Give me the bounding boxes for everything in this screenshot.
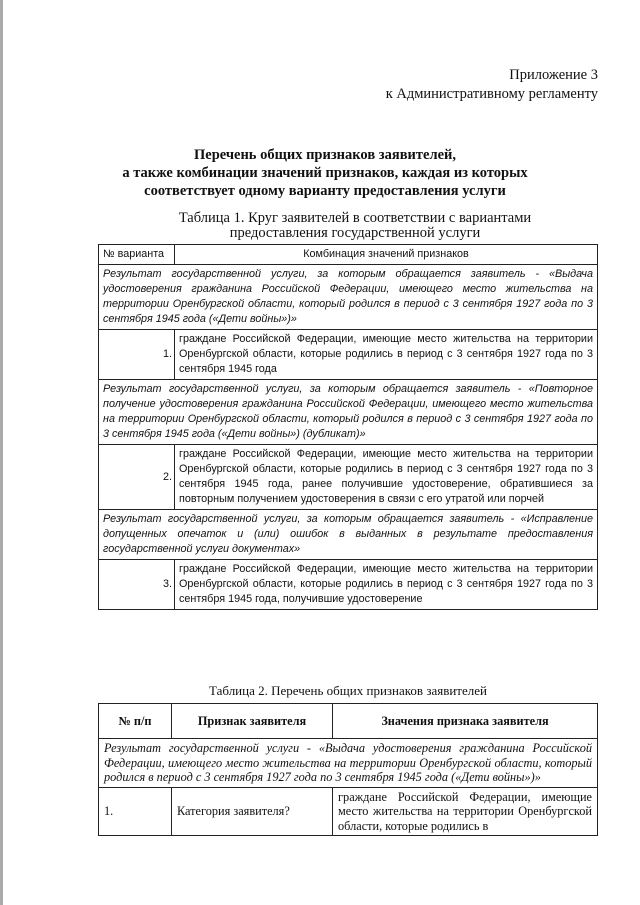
table-header-row bbox=[99, 245, 598, 265]
table2-caption: Таблица 2. Перечень общих признаков заявителей bbox=[209, 683, 487, 698]
scan-edge bbox=[0, 0, 3, 905]
row-value: граждане Российской Федерации, имеющие место жительства на территории Оренбургской области, которые родились в bbox=[333, 787, 598, 836]
title-line-1: Перечень общих признаков заявителей, bbox=[193, 147, 456, 163]
variant-text: граждане Российской Федерации, имеющие место жительства на территории Оренбургской области, которые родились в период с 3 сентября 1927 года по 3 сентября 1945 года, получившие удостоверение bbox=[175, 560, 598, 610]
variant-number: 2. bbox=[99, 445, 175, 510]
variant-text: граждане Российской Федерации, имеющие место жительства на территории Оренбургской области, которые родились в период с 3 сентября 1927 года по 3 сентября 1945 года, ранее получившие удостоверение, обратившиеся за повторным получением удостоверения в связи с его утратой или порчей bbox=[175, 445, 598, 510]
result-text: Результат государственной услуги, за которым обращается заявитель - «Повторное получение удостоверения гражданина Российской Федерации, имеющего место жительства на территории Оренбургской области, который родился в период с 3 сентября 1927 года по 3 сентября 1945 года («Дети войны») (дубликат)» bbox=[99, 380, 598, 445]
table-row bbox=[99, 787, 598, 836]
header-variant-number: № варианта bbox=[99, 245, 175, 265]
row-attribute: Категория заявителя? bbox=[172, 787, 333, 836]
appendix-reference: к Административному регламенту bbox=[385, 86, 598, 102]
appendix-header bbox=[386, 66, 598, 104]
table1-caption-line-1: Таблица 1. Круг заявителей в соответствии с вариантами bbox=[178, 210, 532, 226]
result-text: Результат государственной услуги - «Выдача удостоверения гражданина Российской Федерации, имеющего место жительства на территории Оренбургской области, который родился в период с 3 сентября 1927 года по 3 сентября 1945 года («Дети войны»)» bbox=[99, 739, 598, 788]
result-row bbox=[99, 739, 598, 788]
header-attribute: Признак заявителя bbox=[172, 704, 333, 739]
table1-caption bbox=[130, 211, 580, 241]
header-combination: Комбинация значений признаков bbox=[175, 245, 598, 265]
result-row bbox=[99, 380, 598, 445]
row-number: 1. bbox=[99, 787, 172, 836]
result-row bbox=[99, 510, 598, 560]
variant-number: 3. bbox=[99, 560, 175, 610]
table1-caption-line-2: предоставления государственной услуги bbox=[229, 225, 481, 241]
appendix-number: Приложение 3 bbox=[509, 67, 598, 83]
document-title bbox=[100, 146, 550, 200]
result-row bbox=[99, 265, 598, 330]
applicants-variants-table bbox=[98, 244, 598, 610]
header-attribute-values: Значения признака заявителя bbox=[333, 704, 598, 739]
applicant-attributes-table bbox=[98, 703, 598, 836]
title-line-3: соответствует одному варианту предоставления услуги bbox=[144, 183, 506, 199]
result-text: Результат государственной услуги, за которым обращается заявитель - «Выдача удостоверения гражданина Российской Федерации, имеющего место жительства на территории Оренбургской области, который родился в период с 3 сентября 1927 года по 3 сентября 1945 года («Дети войны»)» bbox=[99, 265, 598, 330]
variant-text: граждане Российской Федерации, имеющие место жительства на территории Оренбургской области, которые родились в период с 3 сентября 1927 года по 3 сентября 1945 года bbox=[175, 330, 598, 380]
result-text: Результат государственной услуги, за которым обращается заявитель - «Исправление допущенных опечаток и (или) ошибок в выданных в результате предоставления государственной услуги документах» bbox=[99, 510, 598, 560]
variant-number: 1. bbox=[99, 330, 175, 380]
title-line-2: а также комбинации значений признаков, каждая из которых bbox=[122, 165, 528, 181]
variant-row bbox=[99, 330, 598, 380]
header-number: № п/п bbox=[99, 704, 172, 739]
variant-row bbox=[99, 445, 598, 510]
variant-row bbox=[99, 560, 598, 610]
table-header-row bbox=[99, 704, 598, 739]
